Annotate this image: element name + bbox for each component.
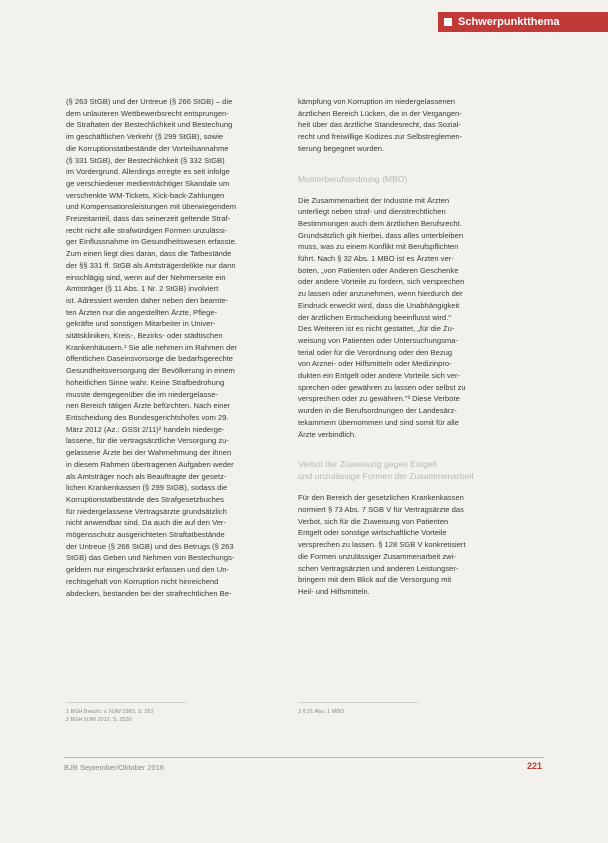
heading-line: Verbot der Zuweisung gegen Entgelt <box>298 459 438 470</box>
text-line: Grundsätzlich gilt hierbei, dass alles unterbleiben <box>298 230 464 240</box>
text-line: tierung begegnet wurden. <box>298 143 385 153</box>
text-line: (§ 263 StGB) und der Untreue (§ 266 StGB) – die <box>66 97 233 106</box>
text-line: ist. Adressiert werden daher neben den beamte- <box>66 295 229 305</box>
text-line: terial oder für die Verordnung oder den Bezug <box>298 347 453 357</box>
text-line: als Amtsträger noch als Beauftragte der gesetz- <box>66 471 227 481</box>
square-icon <box>444 18 452 26</box>
text-line: im geschäftlichen Verkehr (§ 299 StGB), sowie <box>66 132 224 142</box>
text-line: Bestimmungen auch dem ärztlichen Berufsrecht. <box>298 218 462 228</box>
text-line: ger Einflussnahme im Gesundheitswesen erfasste. <box>66 237 237 247</box>
text-line: unterliegt neben straf- und dienstrechtlichen <box>298 207 446 217</box>
text-line: kämpfung von Korruption im niedergelassenen <box>298 97 456 106</box>
text-line: lichen Krankenkassen (§ 299 StGB), sodass die <box>66 483 228 493</box>
text-line: schen Vertragsärzten und anderen Leistungser- <box>298 563 459 573</box>
paragraph-intro <box>298 96 526 155</box>
text-line: StGB) das Geben und Nehmen von Bestechungs- <box>66 553 235 563</box>
text-line: Ärzte verbindlich. <box>298 429 357 439</box>
section-label: Schwerpunktthema <box>458 16 560 28</box>
text-line: boten, „von Patienten oder Anderen Geschenke <box>298 265 459 275</box>
text-line: wurden in die Berufsordnungen der Landesärz- <box>298 406 457 416</box>
page-number: 221 <box>526 761 542 771</box>
text-line: die Formen unzulässiger Zusammenarbeit zwi- <box>298 551 456 561</box>
left-column <box>66 96 294 599</box>
right-footnotes <box>298 708 344 716</box>
text-line: geldern nur eingeschränkt erfassen und den Un- <box>66 565 229 575</box>
text-line: heit über das ärztliche Standesrecht, das Sozial- <box>298 120 461 130</box>
text-line: dukten ein Entgelt oder andere Vorteile sich ver- <box>298 371 461 381</box>
text-line: Zum einen liegt dies daran, dass die Tatbestände <box>66 249 232 259</box>
text-line: muss, was zu einem Konflikt mit Berufspflichten <box>298 242 459 252</box>
text-line: sitätskliniken, Kreis-, Bezirks- oder städtischen <box>66 331 223 341</box>
text-line: Des Weiteren ist es nicht gestattet, „für die Zu- <box>298 324 455 334</box>
text-line: recht nicht alle strafwürdigen Formen unzulässi- <box>66 225 228 235</box>
right-column <box>298 96 526 598</box>
footnote-divider <box>298 702 418 703</box>
text-line: Freizeitanteil, dass das seinerzeit geltende Straf- <box>66 214 231 224</box>
text-line: sprechen oder gewähren zu lassen oder selbst zu <box>298 382 466 392</box>
footnote: 1 BGH Beschl. v. NJW 1983, S. 252 <box>66 709 154 715</box>
text-line: bringern mit dem Blick auf die Versorgung mit <box>298 575 452 585</box>
text-line: nicht anwendbar sind. Da auch die auf den Ver- <box>66 518 226 528</box>
text-line: Eindruck erweckt wird, dass die Unabhängigkeit <box>298 300 460 310</box>
text-line: versprechen zu lassen. § 128 SGB V konkretisiert <box>298 540 466 550</box>
text-line: die Korruptionstatbestände der Vorteilsannahme <box>66 143 229 153</box>
heading-mbo: Musterberufsordnung (MBO) <box>298 173 408 184</box>
heading-verbot <box>298 458 526 482</box>
footnote: 2 BGH NJW 2012, S. 2530 <box>66 717 132 723</box>
text-line: musste demgegenüber die im niedergelasse- <box>66 389 218 399</box>
text-line: Für den Bereich der gesetzlichen Krankenkassen <box>298 493 464 503</box>
text-line: dem unlauteren Wettbewerbsrecht entsprungen- <box>66 108 229 118</box>
text-line: rechtsgehalt von Korruption nicht hinreichend <box>66 576 219 586</box>
heading-line: und unzulässige Formen der Zusammenarbeit <box>298 471 474 482</box>
text-line: Entscheidung des Bundesgerichtshofes vom 29. <box>66 412 229 422</box>
text-line: in diesem Rahmen übertragenen Aufgaben weder <box>66 459 234 469</box>
text-line: der §§ 331 ff. StGB als Amtsträgerdelikte nur dann <box>66 260 236 270</box>
text-line: Korruptionstatbestände des Strafgesetzbuches <box>66 494 224 504</box>
text-line: im Vordergrund. Allerdings erregte es seit infolge <box>66 167 230 177</box>
text-line: Amtsträger (§ 11 Abs. 1 Nr. 2 StGB) involviert <box>66 284 219 294</box>
footer-issue: BJB September/Oktober 2016 <box>64 763 165 772</box>
text-line: normiert § 73 Abs. 7 SGB V für Vertragsärzte das <box>298 504 464 514</box>
text-line: versprechen oder zu gewähren."³ Diese Verbote <box>298 394 460 404</box>
text-line: hoheitlichen Sinne wahr. Keine Strafbedrohung <box>66 377 225 387</box>
text-line: verschenkte WM-Tickets, Kick-back-Zahlungen <box>66 190 225 200</box>
text-line: Krankenhäusern.¹ Sie alle nehmen im Rahmen der <box>66 342 237 352</box>
text-line: führt. Nach § 32 Abs. 1 MBO ist es Ärzten ver- <box>298 254 454 264</box>
text-line: gekräfte und sonstigen Mitarbeiter in Univer- <box>66 319 216 329</box>
paragraph-sgb <box>298 492 526 597</box>
text-line: nen Bereich tätigen Ärzte befürchten. Nach einer <box>66 401 231 411</box>
text-line: einschlägig sind, wenn auf der Nehmerseite ein <box>66 272 226 282</box>
text-line: ärztlichen Bereich Lücken, die in der Vergangen- <box>298 108 462 118</box>
text-line: Entgelt oder sonstige wirtschaftliche Vorteile <box>298 528 447 538</box>
text-line: von Arznei- oder Hilfsmitteln oder Medizinpro- <box>298 359 452 369</box>
text-line: und Kompensationsleistungen mit überwiegendem <box>66 202 237 212</box>
text-line: oder andere Vorteile zu fordern, sich versprechen <box>298 277 465 287</box>
section-tab <box>438 12 608 32</box>
left-footnotes <box>66 708 154 724</box>
text-line: für niedergelassene Vertragsärzte grundsätzlich <box>66 506 227 516</box>
text-line: abdecken, bestanden bei der strafrechtlichen Be- <box>66 588 232 598</box>
text-line: März 2012 (Az.: GSSt 2/11)² handeln niederge- <box>66 424 225 434</box>
text-line: (§ 331 StGB), der Bestechlichkeit (§ 332 StGB) <box>66 155 225 165</box>
footer-rule <box>64 757 544 758</box>
text-line: mögensschutz ausgerichteten Straftatbestände <box>66 530 225 540</box>
text-line: gelassene Ärzte bei der Wahrnehmung der ihnen <box>66 448 232 458</box>
footnote-divider <box>66 702 186 703</box>
text-line: recht und freiwillige Kodizes zur Selbstreglemen- <box>298 132 463 142</box>
text-line: der Untreue (§ 266 StGB) und des Betrugs (§ 263 <box>66 541 234 551</box>
text-line: ge verschiedener medienträchtiger Skandale um <box>66 178 230 188</box>
text-line: ten Ärzten nur die angestellten Ärzte, Pflege- <box>66 307 218 317</box>
paragraph-mbo <box>298 195 526 441</box>
text-line: de Straftaten der Bestechlichkeit und Bestechung <box>66 120 233 130</box>
text-line: zu lassen oder anzunehmen, wenn hierdurch der <box>298 289 463 299</box>
text-line: Verbot, sich für die Zuweisung von Patienten <box>298 516 449 526</box>
text-line: Heil- und Hilfsmitteln. <box>298 586 370 596</box>
footnote: 3 § 31 Abs. 1 MBO <box>298 709 345 715</box>
text-line: öffentlichen Daseinsvorsorge die bedarfsgerechte <box>66 354 234 364</box>
text-line: der ärztlichen Entscheidung beeinflusst wird." <box>298 312 451 322</box>
text-line: Die Zusammenarbeit der Industrie mit Ärzten <box>298 195 450 205</box>
text-line: weisung von Patienten oder Untersuchungsma- <box>298 335 458 345</box>
text-line: lassene, für die vertragsärztliche Versorgung zu- <box>66 436 229 446</box>
text-line: tekammern übernommen und sind somit für alle <box>298 417 459 427</box>
text-line: Gesundheitsversorgung der Bevölkerung in einem <box>66 366 235 376</box>
